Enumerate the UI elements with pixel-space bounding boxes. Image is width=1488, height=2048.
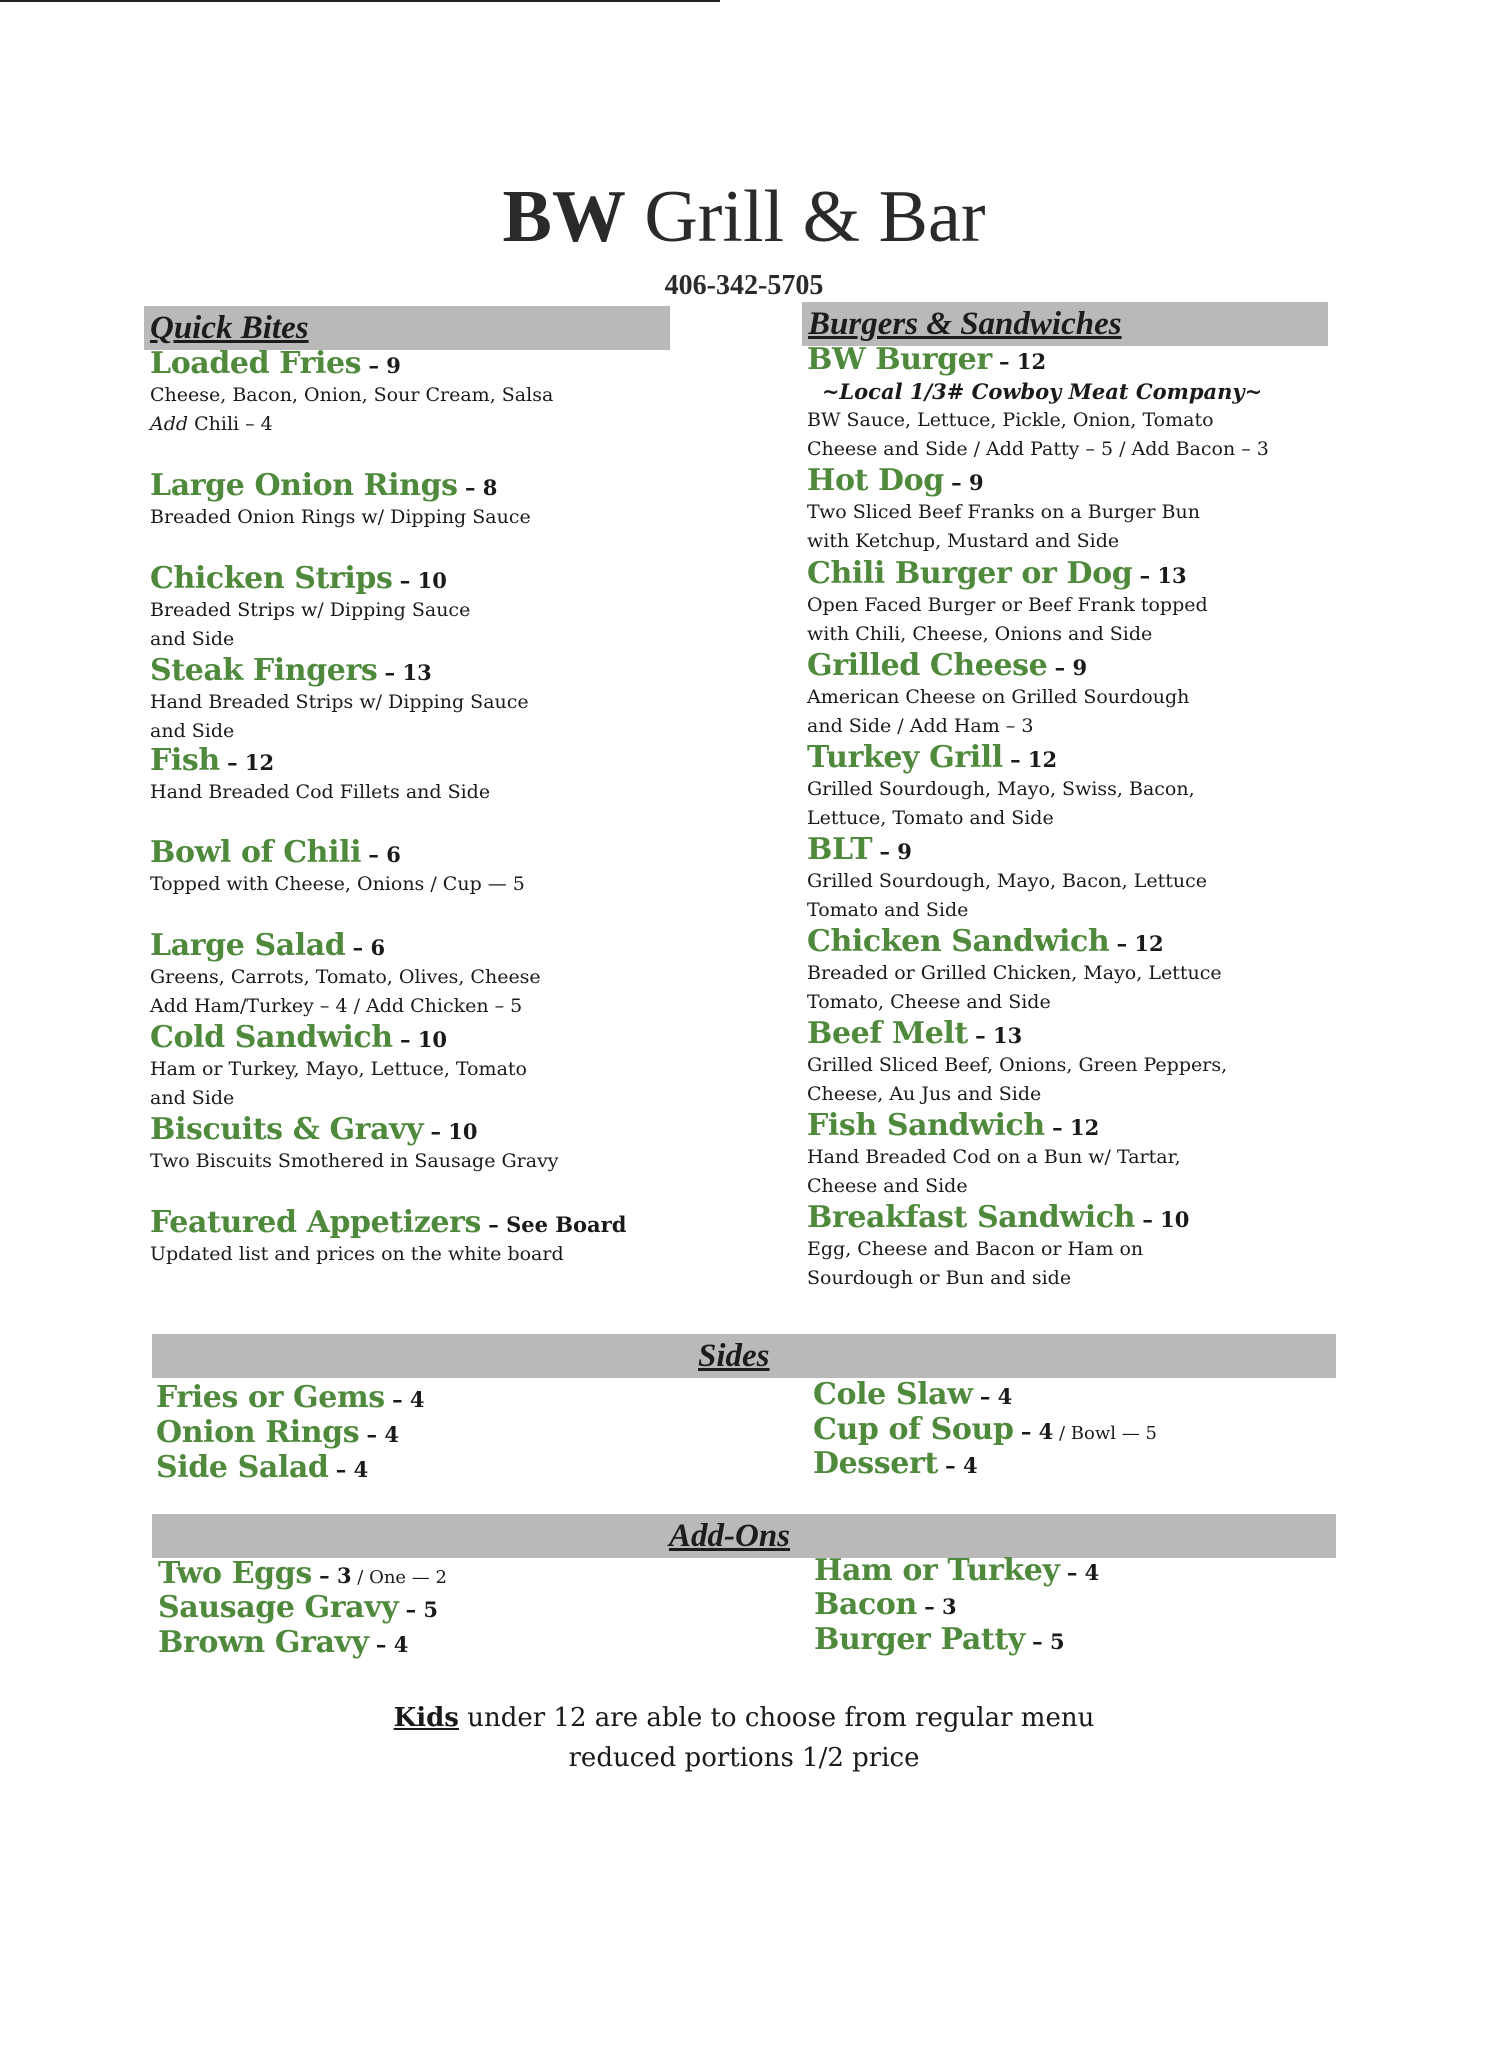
item-name: Burger Patty — [814, 1622, 1025, 1657]
item-description: Ham or Turkey, Mayo, Lettuce, Tomato — [150, 1058, 527, 1080]
item-price: – 9 — [1047, 655, 1088, 680]
menu-item — [807, 740, 1195, 833]
item-price: – 4 — [972, 1384, 1013, 1409]
addon-item — [814, 1587, 957, 1622]
item-price: – 10 — [392, 1027, 448, 1052]
item-description: Breaded or Grilled Chicken, Mayo, Lettuce — [807, 962, 1222, 984]
item-price: – 12 — [1044, 1115, 1100, 1140]
kids-note-line2: reduced portions 1/2 price — [568, 1743, 920, 1773]
item-name: BW Burger — [807, 342, 992, 377]
item-note: / One — 2 — [351, 1567, 447, 1588]
item-name: Loaded Fries — [150, 346, 362, 381]
menu-item — [150, 653, 529, 746]
item-description: Hand Breaded Cod on a Bun w/ Tartar, — [807, 1146, 1181, 1168]
item-price: – See Board — [480, 1212, 627, 1237]
kids-text: under 12 are able to choose from regular menu — [458, 1703, 1095, 1733]
menu-item — [807, 1200, 1189, 1293]
section-title: Sides — [698, 1338, 770, 1374]
item-name: Fish Sandwich — [807, 1108, 1045, 1143]
item-description: Updated list and prices on the white board — [150, 1243, 564, 1265]
quick-bites-header — [144, 306, 670, 350]
side-item — [813, 1412, 1157, 1447]
item-description: and Side — [150, 1087, 235, 1109]
item-price: – 4 — [359, 1422, 399, 1447]
item-price: – 4 — [937, 1453, 978, 1478]
section-title: Burgers & Sandwiches — [808, 306, 1122, 342]
item-name: Chili Burger or Dog — [807, 556, 1133, 591]
item-price: – 9 — [943, 470, 984, 495]
item-description: Grilled Sourdough, Mayo, Bacon, Lettuce — [807, 870, 1208, 892]
item-name: Brown Gravy — [158, 1625, 369, 1660]
item-price: – 10 — [1135, 1207, 1190, 1232]
item-name: Large Onion Rings — [150, 468, 458, 503]
item-description: Lettuce, Tomato and Side — [807, 807, 1054, 829]
item-description: Cheese and Side — [807, 1175, 968, 1197]
item-price: – 12 — [1109, 931, 1164, 956]
section-title: Quick Bites — [150, 310, 309, 346]
item-description: Open Faced Burger or Beef Frank topped — [807, 594, 1208, 616]
item-price: – 13 — [377, 660, 432, 685]
item-price: – 13 — [1132, 563, 1187, 588]
restaurant-title — [0, 176, 1488, 258]
item-price: – 6 — [345, 935, 386, 960]
item-price: – 4 — [1013, 1419, 1054, 1444]
item-description: BW Sauce, Lettuce, Pickle, Onion, Tomato — [807, 409, 1214, 431]
item-price: – 10 — [392, 568, 447, 593]
addon-item — [814, 1553, 1099, 1588]
item-price: – 4 — [1059, 1560, 1100, 1585]
item-description: Tomato, Cheese and Side — [807, 991, 1051, 1013]
item-price: – 12 — [991, 349, 1047, 374]
kids-note — [0, 1698, 1488, 1738]
item-name: Onion Rings — [156, 1415, 360, 1450]
item-description: Two Biscuits Smothered in Sausage Gravy — [150, 1150, 559, 1172]
item-description: Greens, Carrots, Tomato, Olives, Cheese — [150, 966, 541, 988]
item-name: Fish — [150, 743, 220, 778]
menu-item — [150, 346, 553, 439]
item-price: – 12 — [219, 750, 275, 775]
title-rest: Grill & Bar — [625, 176, 986, 258]
item-name: Cole Slaw — [813, 1377, 973, 1412]
item-price: – 4 — [328, 1457, 369, 1482]
side-item — [156, 1380, 425, 1415]
item-name: Featured Appetizers — [150, 1205, 481, 1240]
item-name: Fries or Gems — [156, 1380, 385, 1415]
item-extra-label: Add — [150, 413, 189, 435]
item-name: Turkey Grill — [807, 740, 1003, 775]
item-price: – 5 — [1024, 1629, 1065, 1654]
item-price: – 3 — [916, 1594, 957, 1619]
menu-item — [150, 928, 541, 1021]
item-description: Two Sliced Beef Franks on a Burger Bun — [807, 501, 1200, 523]
item-description: Hand Breaded Cod Fillets and Side — [150, 781, 491, 803]
phone-number: 406-342-5705 — [664, 270, 824, 301]
menu-item — [807, 648, 1189, 741]
item-price: – 4 — [368, 1632, 409, 1657]
menu-item — [807, 832, 1207, 925]
menu-item — [807, 1108, 1181, 1201]
item-price: – 12 — [1002, 747, 1058, 772]
item-price: – 8 — [457, 475, 498, 500]
item-description: Tomato and Side — [807, 899, 969, 921]
item-note: / Bowl — 5 — [1053, 1423, 1157, 1444]
item-name: Two Eggs — [158, 1556, 312, 1591]
menu-item — [807, 342, 1277, 464]
item-description: and Side / Add Ham – 3 — [807, 715, 1034, 737]
item-description: Cheese, Bacon, Onion, Sour Cream, Salsa — [150, 384, 554, 406]
menu-item — [150, 743, 490, 807]
item-name: Biscuits & Gravy — [150, 1112, 424, 1147]
item-name: Chicken Sandwich — [807, 924, 1110, 959]
item-name: Cold Sandwich — [150, 1020, 393, 1055]
item-price: – 9 — [872, 839, 912, 864]
burgers-header — [802, 302, 1328, 346]
side-item — [156, 1450, 368, 1485]
item-description: Cheese and Side / Add Patty – 5 / Add Bacon – 3 — [807, 438, 1269, 460]
item-name: Ham or Turkey — [814, 1553, 1060, 1588]
side-item — [813, 1446, 978, 1481]
side-item — [813, 1377, 1012, 1412]
item-name: Large Salad — [150, 928, 346, 963]
item-name: Chicken Strips — [150, 561, 393, 596]
menu-item — [150, 1205, 626, 1269]
item-description: Topped with Cheese, Onions / Cup — 5 — [150, 873, 525, 895]
sides-header — [152, 1334, 1336, 1378]
addon-item — [158, 1625, 408, 1660]
menu-item — [150, 1112, 559, 1176]
item-description: Grilled Sourdough, Mayo, Swiss, Bacon, — [807, 778, 1195, 800]
item-description: American Cheese on Grilled Sourdough — [807, 686, 1190, 708]
item-price: – 10 — [423, 1119, 478, 1144]
menu-item — [807, 1016, 1227, 1109]
item-description: Egg, Cheese and Bacon or Ham on — [807, 1238, 1144, 1260]
item-name: Grilled Cheese — [807, 648, 1048, 683]
item-price: – 5 — [398, 1597, 439, 1622]
item-description: and Side — [150, 720, 235, 742]
item-price: – 6 — [361, 842, 401, 867]
menu-item — [150, 835, 525, 899]
item-description: Hand Breaded Strips w/ Dipping Sauce — [150, 691, 529, 713]
side-item — [156, 1415, 399, 1450]
kids-label: Kids — [393, 1703, 459, 1733]
section-title: Add-Ons — [669, 1518, 791, 1554]
item-name: Steak Fingers — [150, 653, 378, 688]
item-name: Dessert — [813, 1446, 938, 1481]
item-price: – 4 — [384, 1387, 425, 1412]
item-price: – 13 — [967, 1023, 1023, 1048]
item-subtitle: ~Local 1/3# Cowboy Meat Company~ — [821, 379, 1263, 404]
menu-item — [150, 1020, 527, 1113]
top-border-line — [0, 0, 720, 2]
item-price: – 9 — [361, 353, 401, 378]
item-description: Cheese, Au Jus and Side — [807, 1083, 1042, 1105]
item-extra: Chili – 4 — [188, 413, 273, 435]
item-description: with Chili, Cheese, Onions and Side — [807, 623, 1153, 645]
addon-item — [814, 1622, 1065, 1657]
item-description: Breaded Strips w/ Dipping Sauce — [150, 599, 471, 621]
item-name: Side Salad — [156, 1450, 329, 1485]
menu-item — [807, 556, 1208, 649]
item-name: Bowl of Chili — [150, 835, 362, 870]
item-description: Grilled Sliced Beef, Onions, Green Peppers, — [807, 1054, 1228, 1076]
item-name: Hot Dog — [807, 463, 944, 498]
item-name: BLT — [807, 832, 873, 867]
item-name: Sausage Gravy — [158, 1590, 399, 1625]
menu-item — [807, 463, 1200, 556]
addon-item — [158, 1590, 438, 1625]
item-name: Beef Melt — [807, 1016, 968, 1051]
item-description: Add Ham/Turkey – 4 / Add Chicken – 5 — [150, 995, 523, 1017]
item-name: Breakfast Sandwich — [807, 1200, 1136, 1235]
item-name: Bacon — [814, 1587, 917, 1622]
item-description: and Side — [150, 628, 235, 650]
addons-header — [152, 1514, 1336, 1558]
item-price: – 3 — [311, 1563, 352, 1588]
item-description: with Ketchup, Mustard and Side — [807, 530, 1120, 552]
item-name: Cup of Soup — [813, 1412, 1014, 1447]
title-bold: BW — [502, 176, 626, 258]
menu-item — [807, 924, 1222, 1017]
menu-item — [150, 561, 470, 654]
item-description: Breaded Onion Rings w/ Dipping Sauce — [150, 506, 531, 528]
addon-item — [158, 1556, 447, 1591]
item-description: Sourdough or Bun and side — [807, 1267, 1072, 1289]
menu-item — [150, 468, 531, 532]
